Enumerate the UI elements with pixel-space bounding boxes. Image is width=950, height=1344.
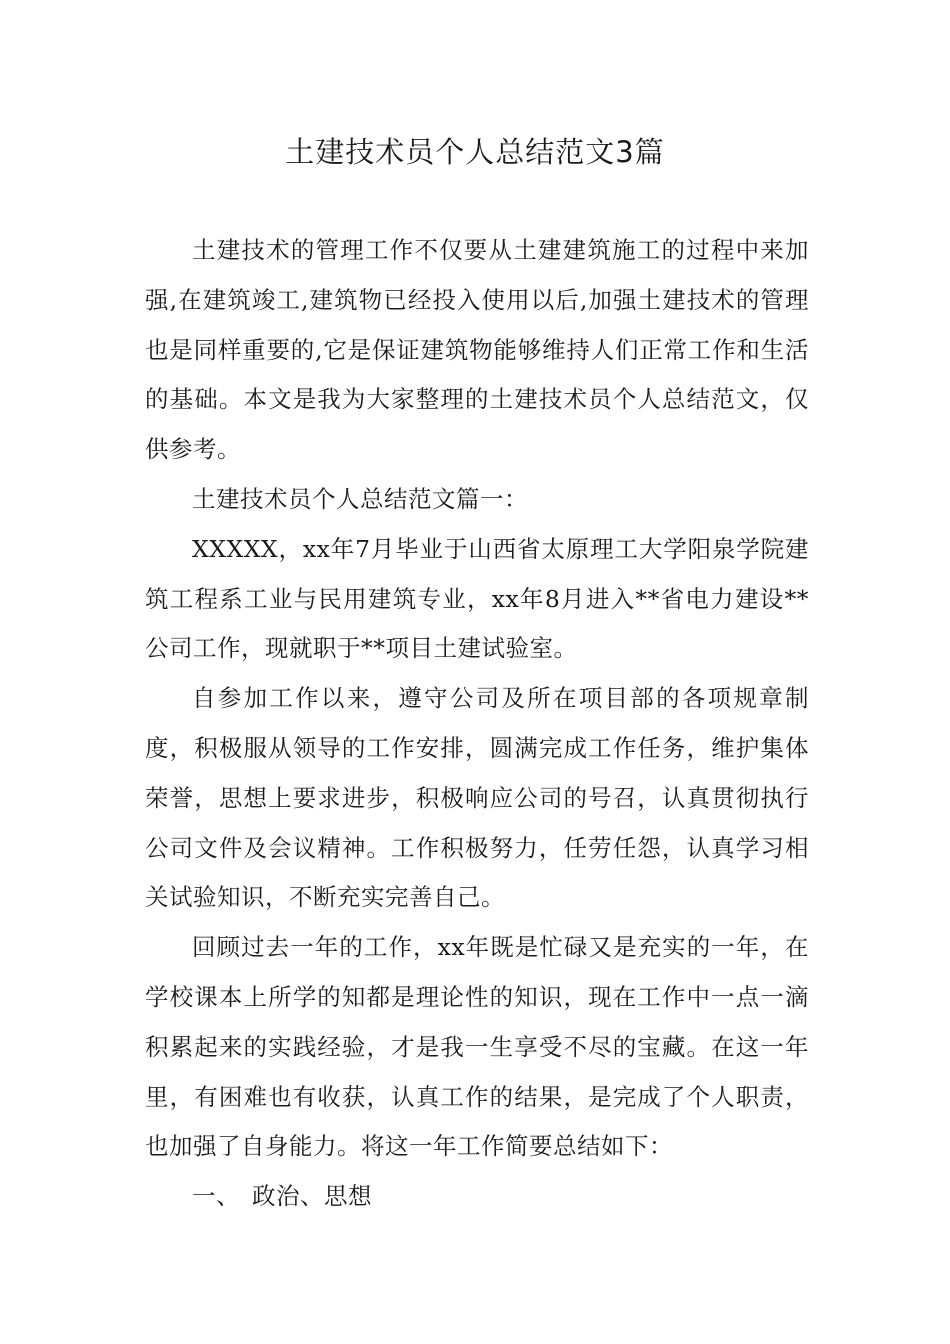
intro-paragraph: 土建技术的管理工作不仅要从土建建筑施工的过程中来加强,在建筑竣工,建筑物已经投入使用以后,加强土建技术的管理也是同样重要的,它是保证建筑物能够维持人们正常工作和生活的基础。本文是我为大家整理的土建技术员个人总结范文，仅供参考。 <box>145 236 809 464</box>
section-heading-text: 政治、思想 <box>252 1182 372 1211</box>
document-body <box>145 226 809 1222</box>
review-paragraph: 回顾过去一年的工作，xx年既是忙碌又是充实的一年，在学校课本上所学的知都是理论性的知识，现在工作中一点一滴积累起来的实践经验，才是我一生享受不尽的宝藏。在这一年里，有困难也有收获，认真工作的结果，是完成了个人职责，也加强了自身能力。将这一年工作简要总结如下： <box>145 933 809 1161</box>
section-label-paragraph: 土建技术员个人总结范文篇一： <box>192 484 528 513</box>
section-heading <box>145 1172 809 1222</box>
profile-paragraph: XXXXX，xx年7月毕业于山西省太原理工大学阳泉学院建筑工程系工业与民用建筑专业，xx年8月进入**省电力建设**公司工作，现就职于**项目土建试验室。 <box>145 534 809 663</box>
conduct-paragraph: 自参加工作以来，遵守公司及所在项目部的各项规章制度，积极服从领导的工作安排，圆满完成工作任务，维护集体荣誉，思想上要求进步，积极响应公司的号召，认真贯彻执行公司文件及会议精神。工作积极努力，任劳任怨，认真学习相关试验知识，不断充实完善自己。 <box>145 684 809 912</box>
document-title: 土建技术员个人总结范文3篇 <box>285 135 665 169</box>
section-heading-number: 一、 <box>192 1182 240 1211</box>
